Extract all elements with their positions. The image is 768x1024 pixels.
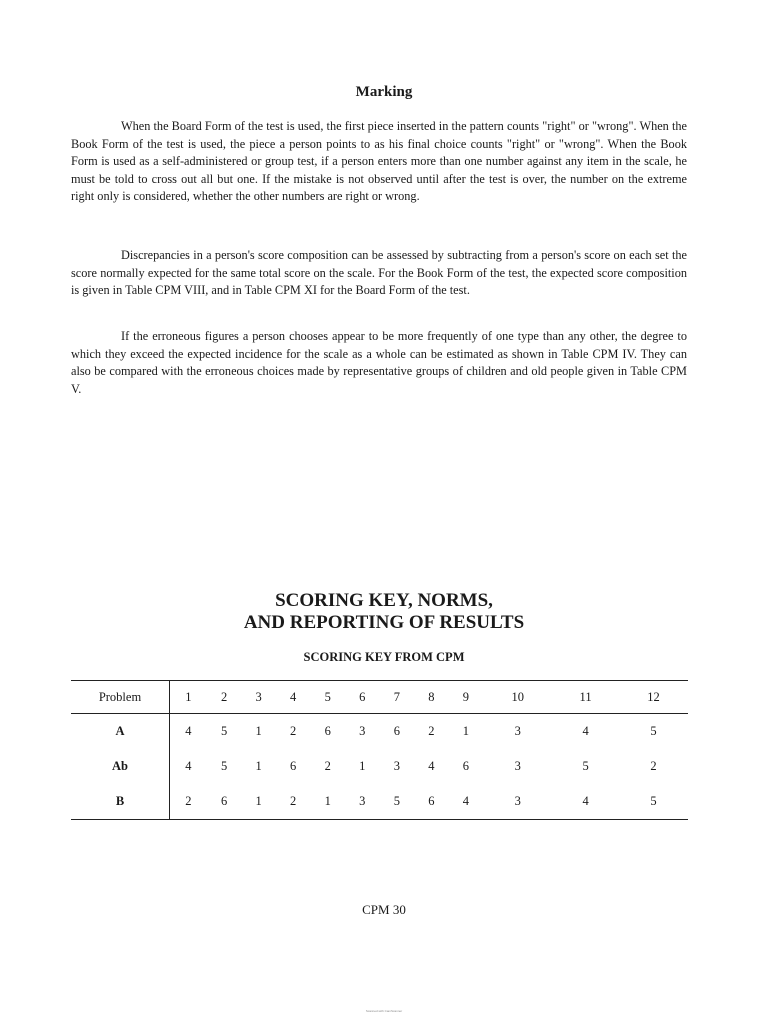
table-cell: 6 (462, 759, 470, 773)
table-cell: 3 (514, 724, 521, 738)
column-header: 1 (185, 689, 192, 704)
table-cell: 3 (514, 794, 521, 808)
problem-header: Problem (71, 681, 170, 714)
table-cell: 5 (220, 724, 228, 738)
table-cell: 6 (220, 794, 228, 808)
table-cell: 2 (290, 794, 297, 808)
table-cell: 4 (582, 794, 589, 808)
table-cell: 6 (290, 759, 297, 773)
scoring-key-table (71, 680, 688, 820)
scoring-key-subheading: SCORING KEY FROM CPM (303, 650, 465, 664)
page-number: CPM 30 (362, 902, 406, 917)
row-label: A (71, 714, 170, 750)
table-cell: 4 (462, 794, 470, 808)
table-cell: 2 (650, 759, 657, 773)
table-header-row (71, 681, 688, 714)
table-cell: 3 (393, 759, 400, 773)
table-cell: 1 (255, 794, 262, 808)
table-cell: 3 (359, 724, 366, 738)
table-row (71, 714, 688, 750)
table-cell: 5 (393, 794, 400, 808)
column-header: 6 (359, 689, 366, 704)
row-label: Ab (71, 749, 170, 784)
marking-paragraph-1: When the Board Form of the test is used, the first piece inserted in the pattern counts "right" or "wrong". When the Book Form of the test is used, the piece a person points to as his final choice counts "right" or "wrong". When the Book Form is used as a self-administered or group test, if a person enters more than one number against any item in the scale, he must be told to cross out all but one. If the mistake is not observed until after the test is over, the number on the extreme right only is considered, whether the other numbers are right or wrong. (71, 119, 687, 204)
column-header: 12 (647, 689, 660, 704)
column-header: 3 (255, 689, 262, 704)
table-cell: 2 (185, 794, 192, 808)
section-heading-line-1: SCORING KEY, NORMS, (275, 590, 493, 611)
table-cell: 1 (255, 724, 262, 738)
row-label: B (71, 784, 170, 820)
table-cell: 3 (514, 759, 521, 773)
table-row (71, 784, 688, 820)
table-cell: 1 (359, 759, 366, 773)
section-heading-line-2: AND REPORTING OF RESULTS (243, 612, 525, 633)
table-cell: 5 (650, 794, 657, 808)
table-cell: 5 (220, 759, 228, 773)
marking-heading: Marking (355, 84, 413, 100)
column-header: 7 (393, 689, 400, 704)
table-cell: 1 (255, 759, 262, 773)
column-header: 8 (428, 689, 435, 704)
table-cell: 2 (428, 724, 435, 738)
table-cell: 5 (582, 759, 589, 773)
column-header: 2 (220, 689, 228, 704)
column-header: 9 (462, 689, 470, 704)
table-cell: 6 (428, 794, 435, 808)
marking-paragraph-3: If the erroneous figures a person chooses appear to be more frequently of one type than any other, the degree to which they exceed the expected incidence for the scale as a whole can be estimated as shown in Table CPM IV. They can also be compared with the erroneous choices made by representative groups of children and old people given in Table CPM V. (71, 329, 687, 396)
column-header: 10 (511, 689, 524, 704)
table-cell: 3 (359, 794, 366, 808)
table-cell: 6 (393, 724, 400, 738)
column-header: 11 (579, 689, 592, 704)
table-cell: 4 (185, 759, 192, 773)
section-heading (0, 590, 768, 634)
scanner-watermark: Scanned with CamScanner (365, 1009, 403, 1013)
table-cell: 5 (650, 724, 657, 738)
table-cell: 4 (428, 759, 435, 773)
table-cell: 2 (324, 759, 331, 773)
marking-paragraph-2: Discrepancies in a person's score composition can be assessed by subtracting from a person's score on each set the score normally expected for the same total score on the scale. For the Book Form of the test, the expected score composition is given in Table CPM VIII, and in Table CPM XI for the Board Form of the test. (71, 248, 687, 298)
column-header: 4 (290, 689, 297, 704)
table-cell: 2 (290, 724, 297, 738)
table-cell: 1 (462, 724, 470, 738)
column-header: 5 (324, 689, 331, 704)
table-cell: 1 (324, 794, 331, 808)
table-cell: 4 (582, 724, 589, 738)
table-cell: 6 (324, 724, 331, 738)
table-row (71, 749, 688, 784)
table-cell: 4 (185, 724, 192, 738)
